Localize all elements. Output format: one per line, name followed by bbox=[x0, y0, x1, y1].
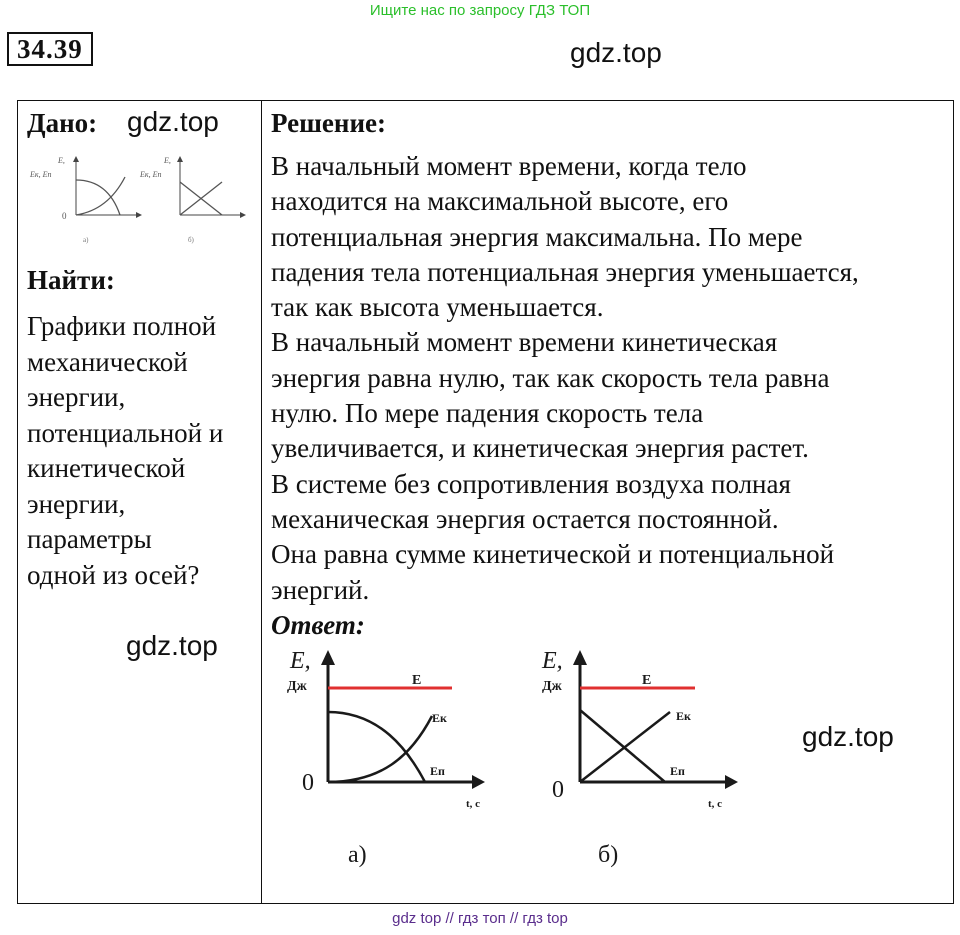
answer-graph-a-xlabel: t, c bbox=[466, 798, 481, 810]
given-graph-b-y-arrow bbox=[177, 156, 183, 162]
given-graph-a-x-arrow bbox=[136, 212, 142, 218]
given-heading: Дано: bbox=[27, 108, 98, 138]
given-graph-a-caption: а) bbox=[83, 236, 89, 244]
given-graph-b-ylabel-top: E, bbox=[164, 156, 171, 165]
answer-graph-b-potential-label: Eп bbox=[670, 764, 685, 778]
top-banner: Ищите нас по запросу ГДЗ ТОП bbox=[369, 2, 591, 19]
solution-text: В начальный момент времени, когда тело находится на максимальной высоте, его потенциальная энергия максимальна. По мере падения тела потенциальная энергия уменьшается, так как высота уменьшается. В начальный момент времени кинетическая энергия равна нулю, так как скорость тела равна нулю. По мере падения скорость тела увеличивается, и кинетическая энергия растет. В системе без сопротивления воздуха полная механическая энергия остается постоянной. Она равна сумме кинетической и потенциальной энергий. bbox=[271, 151, 859, 605]
answer-graph-a-total-label: E bbox=[412, 673, 422, 688]
answer-label: Ответ: bbox=[271, 610, 365, 640]
answer-graph-b-caption: б) bbox=[598, 842, 619, 868]
answer-graph-b-xlabel: t, c bbox=[708, 798, 723, 810]
given-graph-a-potential-curve bbox=[76, 180, 120, 215]
answer-graph-b-total-label: E bbox=[642, 673, 652, 688]
answer-graph-a-potential-label: Eп bbox=[430, 764, 445, 778]
watermark: gdz.top bbox=[126, 630, 218, 661]
answer-graph-a-kinetic-curve bbox=[328, 716, 432, 782]
answer-graph-a-kinetic-label: Eк bbox=[432, 711, 447, 725]
problem-number: 34.39 bbox=[7, 32, 93, 66]
answer-graph-b-y-arrow bbox=[573, 650, 587, 665]
answer-graph-a-ylabel: E, bbox=[290, 648, 311, 674]
watermark: gdz.top bbox=[802, 721, 894, 752]
given-graph-a-origin: 0 bbox=[62, 211, 67, 221]
answer-graph-a-origin: 0 bbox=[302, 770, 314, 796]
given-graph-a-ylabel: Eк, Eп bbox=[30, 170, 52, 179]
footer: gdz top // гдз топ // гдз top bbox=[392, 910, 568, 927]
given-graph-b bbox=[139, 156, 246, 244]
answer-graph-a-yunit: Дж bbox=[287, 679, 307, 694]
find-heading: Найти: bbox=[27, 265, 115, 295]
given-graph-a bbox=[29, 156, 142, 244]
answer-graph-a-caption: а) bbox=[348, 842, 367, 868]
answer-graph-b-yunit: Дж bbox=[542, 679, 562, 694]
given-graphs-figure bbox=[28, 150, 253, 250]
answer-graph-b-ylabel: E, bbox=[542, 648, 563, 674]
watermark: gdz.top bbox=[570, 37, 662, 68]
given-graph-a-ylabel-top: E, bbox=[58, 156, 65, 165]
answer-graph-b-kinetic-label: Eк bbox=[676, 709, 691, 723]
answer-graphs-figure bbox=[280, 640, 750, 875]
column-divider bbox=[261, 100, 262, 904]
answer-graph-b-origin: 0 bbox=[552, 777, 564, 803]
answer-graph-a bbox=[287, 648, 485, 868]
answer-graph-b bbox=[541, 648, 738, 868]
find-text: Графики полной механической энергии, потенциальной и кинетической энергии, параметры одной из осей? bbox=[27, 311, 224, 590]
solution-heading: Решение: bbox=[271, 108, 386, 138]
answer-graph-a-y-arrow bbox=[321, 650, 335, 665]
answer-graph-a-x-arrow bbox=[472, 775, 485, 789]
answer-graph-b-x-arrow bbox=[725, 775, 738, 789]
given-graph-b-caption: б) bbox=[188, 236, 194, 244]
given-graph-b-x-arrow bbox=[240, 212, 246, 218]
watermark: gdz.top bbox=[127, 106, 219, 137]
given-graph-b-ylabel: Eк, Eп bbox=[140, 170, 162, 179]
given-graph-a-y-arrow bbox=[73, 156, 79, 162]
